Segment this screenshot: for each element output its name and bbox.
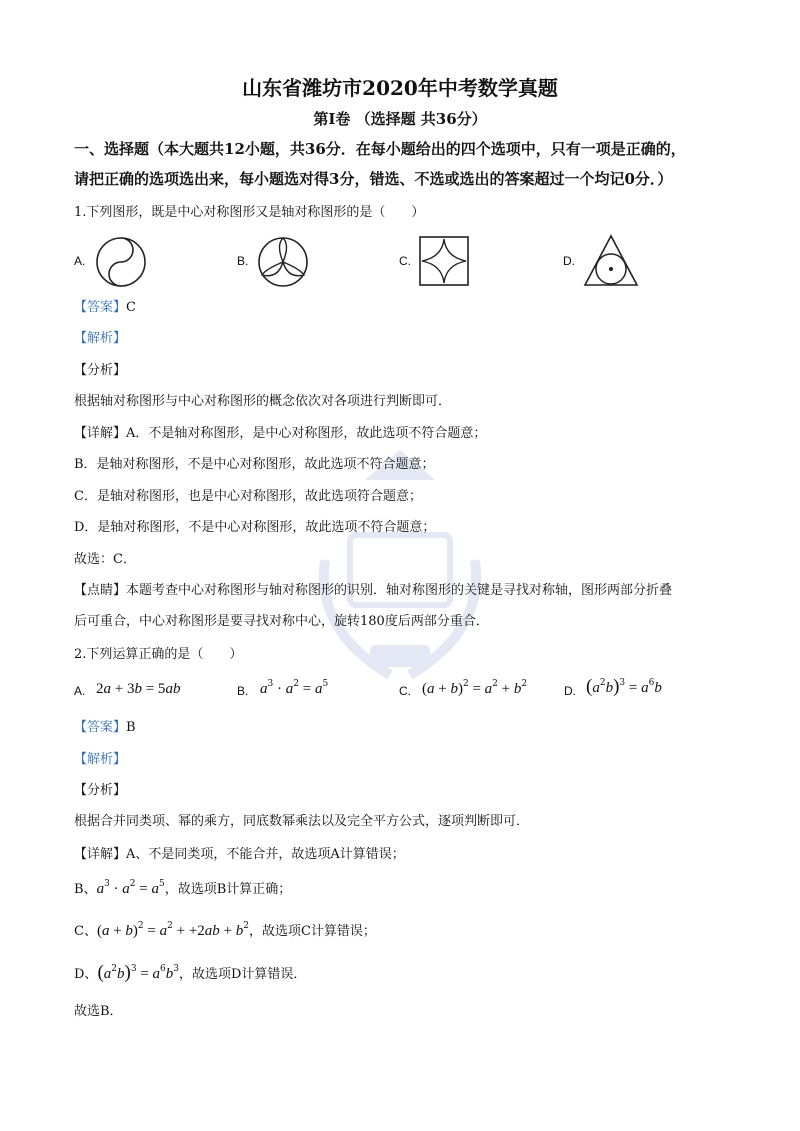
q2-option-c-expr: $(a + b)^2 = a^2 + b^2$ — [422, 679, 528, 697]
three-petal-circle-figure — [256, 235, 310, 289]
q2-option-a-expr: 2a + 3b = 5ab — [96, 681, 181, 697]
q2-detail-b-line — [74, 880, 291, 899]
q1-xiangjie-tag: 【详解】 — [74, 426, 127, 441]
q2-fenxi-text: 根据合并同类项、幂的乘方，同底数幂乘法以及完全平方公式，逐项判断即可． — [74, 814, 530, 829]
q1-fenxi-text: 根据轴对称图形与中心对称图形的概念依次对各项进行判断即可． — [74, 394, 452, 409]
q1-detail-a-line — [74, 425, 486, 443]
q1-dianjing-text1: 本题考查中心对称图形与轴对称图形的识别．轴对称图形的关键是寻找对称轴，图形两部分折叠 — [126, 583, 673, 598]
q2-detail-a-line — [74, 846, 405, 864]
q2-fenxi-tag: 【分析】 — [74, 783, 127, 798]
triangle-incircle-figure — [582, 233, 640, 289]
q2-detail-d-expr: $(a^2b)^3 = a^6b^3$ — [97, 962, 179, 983]
q1-answer-tag: 【答案】 — [74, 300, 127, 315]
q1-answer-value: C — [126, 300, 136, 315]
q1-detail-a: A．不是轴对称图形，是中心对称图形，故此选项不符合题意； — [126, 426, 487, 441]
q2-option-d-label: D. — [564, 684, 576, 698]
q2-analysis-tag: 【解析】 — [74, 752, 127, 767]
q2-detail-b-suffix: ，故选项B计算正确； — [164, 882, 292, 897]
section-heading-line2: 请把正确的选项选出来，每小题选对得3分，错选、不选或选出的答案超过一个均记0分．） — [74, 170, 673, 188]
q2-detail-c-expr: $(a + b)^2 = a^2 + +2ab + b^2$ — [96, 921, 249, 939]
q2-detail-b-expr: $a^3 \cdot a^2 = a^5$ — [96, 879, 165, 897]
section-heading-line1: 一、选择题（本大题共12小题，共36分．在每小题给出的四个选项中，只有一项是正确的， — [74, 140, 686, 158]
q1-option-c-label: C. — [399, 254, 411, 268]
q1-dianjing-tag: 【点睛】 — [74, 583, 127, 598]
q2-detail-d-line — [74, 964, 306, 984]
q2-stem: 2.下列运算正确的是（ ） — [74, 647, 243, 662]
q1-option-a-label: A. — [74, 254, 86, 268]
page-subtitle: 第Ⅰ卷 （选择题 共36分） — [313, 110, 487, 128]
q1-answer-line — [74, 299, 136, 317]
q1-dianjing-line1 — [74, 582, 672, 600]
q2-option-c-label: C. — [399, 684, 411, 698]
q2-detail-d-prefix: D、 — [74, 967, 98, 982]
q2-option-b-label: B. — [237, 684, 249, 698]
q1-option-d-label: D. — [563, 254, 575, 268]
q2-detail-d-suffix: ，故选项D计算错误． — [179, 967, 307, 982]
q2-answer-tag: 【答案】 — [74, 720, 127, 735]
square-star-figure — [418, 235, 470, 287]
q2-xiangjie-tag: 【详解】 — [74, 847, 127, 862]
q1-detail-c: C．是轴对称图形，也是中心对称图形，故此选项符合题意； — [74, 489, 422, 504]
q2-option-b-expr: $a^3 \cdot a^2 = a^5$ — [260, 679, 329, 697]
q1-detail-d: D．是轴对称图形，不是中心对称图形，故此选项不符合题意； — [74, 520, 436, 535]
q2-option-a-label: A. — [74, 684, 86, 698]
q2-answer-line — [74, 719, 136, 737]
q2-detail-b-prefix: B、 — [74, 882, 97, 897]
q1-fenxi-tag: 【分析】 — [74, 363, 127, 378]
q2-detail-c-prefix: C、 — [74, 924, 97, 939]
q1-conclusion: 故选：C． — [74, 552, 136, 567]
q1-option-b-label: B. — [237, 254, 249, 268]
q1-dianjing-line2: 后可重合，中心对称图形是要寻找对称中心，旋转180度后两部分重合． — [74, 614, 489, 629]
q1-stem: 1.下列图形，既是中心对称图形又是轴对称图形的是（ ） — [74, 205, 425, 220]
page-title: 山东省潍坊市2020年中考数学真题 — [242, 76, 558, 100]
q2-option-d-expr: $(a^2b)^3 = a^6b$ — [586, 676, 662, 697]
q2-conclusion: 故选B． — [74, 1004, 123, 1019]
q2-answer-value: B — [126, 720, 136, 735]
q1-detail-b: B．是轴对称图形，不是中心对称图形，故此选项不符合题意； — [74, 457, 435, 472]
q1-analysis-tag: 【解析】 — [74, 331, 127, 346]
q2-detail-c-line — [74, 922, 376, 941]
q2-detail-c-suffix: ，故选项C计算错误； — [248, 924, 376, 939]
yin-yang-circle-figure — [94, 235, 148, 289]
q2-detail-a: A、不是同类项，不能合并，故选项A计算错误； — [126, 847, 405, 862]
